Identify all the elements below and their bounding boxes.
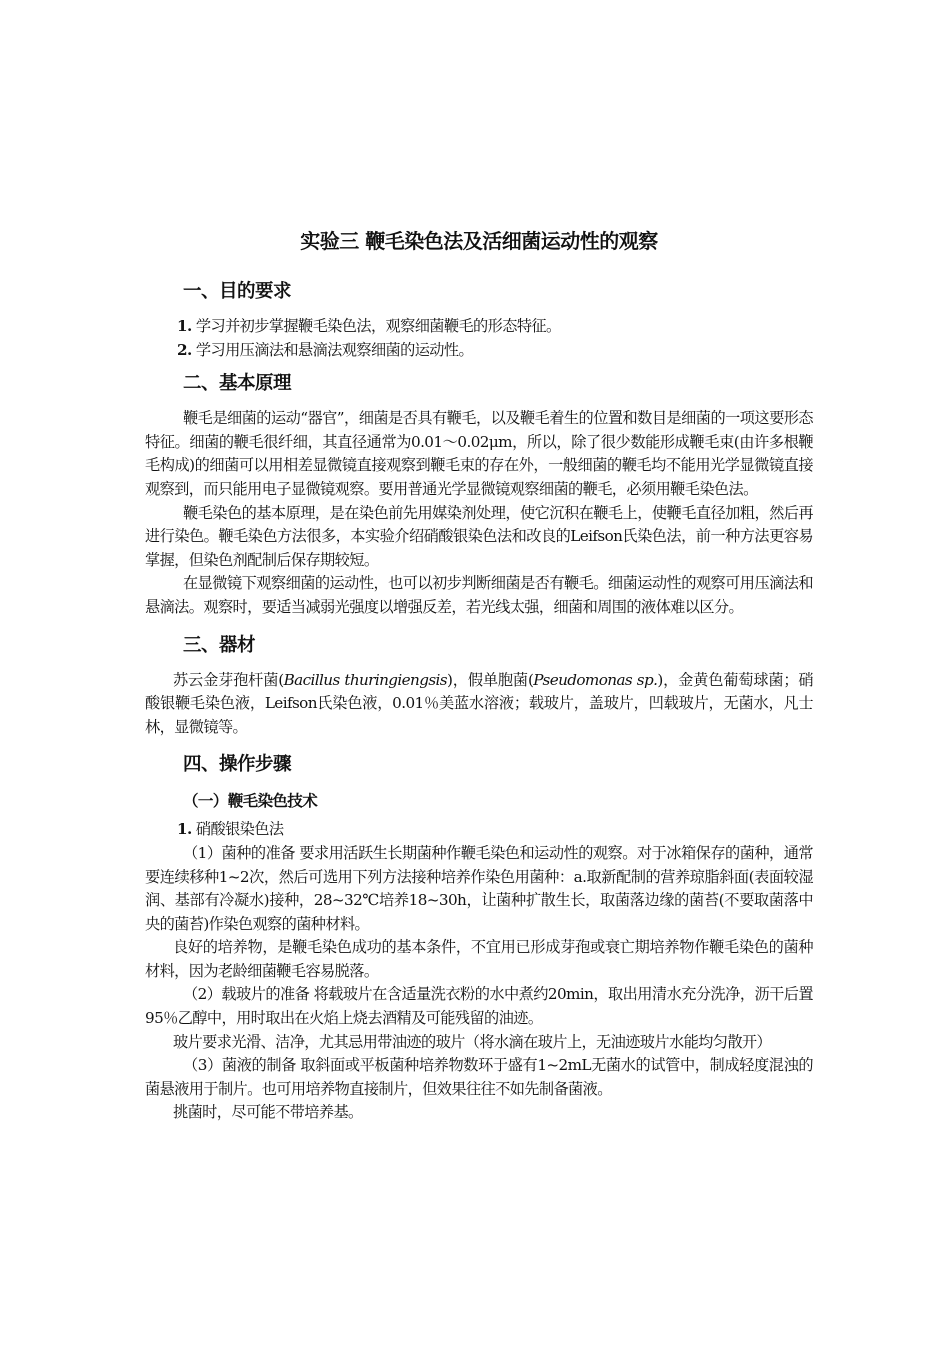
- materials-text: )，金黄色葡萄球菌；硝酸银鞭毛染色液，Leifson氏染色液，0.01％美蓝水溶液；载玻片，盖玻片，凹载玻片，无菌水，凡士林，显微镜等。: [145, 670, 814, 736]
- objective-item: [177, 315, 813, 339]
- procedure-paragraph: （1）菌种的准备 要求用活跃生长期菌种作鞭毛染色和运动性的观察。对于冰箱保存的菌种，通常要连续移种1~2次，然后可选用下列方法接种培养作染色用菌种：a.取新配制的营养琼脂斜面(表面较湿润、基部有冷凝水)接种，28~32℃培养18~30h，让菌种扩散生长，取菌落边缘的菌苔(不要取菌落中央的菌苔)作染色观察的菌种材料。: [145, 843, 813, 933]
- objective-item: [177, 339, 813, 363]
- item-text: 学习并初步掌握鞭毛染色法，观察细菌鞭毛的形态特征。: [195, 317, 561, 335]
- section-heading-principle: 二、基本原理: [183, 373, 292, 395]
- document-page: [145, 226, 813, 1125]
- materials-paragraph: [145, 669, 813, 740]
- procedure-paragraph: 挑菌时，尽可能不带培养基。: [173, 1103, 363, 1122]
- section-heading-objectives: 一、目的要求: [183, 281, 292, 302]
- item-text: 硝酸银染色法: [195, 820, 284, 839]
- document-title: 实验三 鞭毛染色法及活细菌运动性的观察: [300, 229, 658, 253]
- procedure-paragraph: 良好的培养物，是鞭毛染色成功的基本条件，不宜用已形成芽孢或衰亡期培养物作鞭毛染色的菌种材料，因为老龄细菌鞭毛容易脱落。: [145, 938, 813, 980]
- materials-text: 苏云金芽孢杆菌(: [173, 670, 284, 689]
- principle-paragraph: 鞭毛是细菌的运动“器官”，细菌是否具有鞭毛，以及鞭毛着生的位置和数目是细菌的一项这要形态特征。细菌的鞭毛很纤细，其直径通常为0.01～0.02μm，所以，除了很少数能形成鞭毛束(由许多根鞭毛构成)的细菌可以用相差显微镜直接观察到鞭毛束的存在外，一般细菌的鞭毛均不能用光学显微镜直接观察到，而只能用电子显微镜观察。要用普通光学显微镜观察细菌的鞭毛，必须用鞭毛染色法。: [145, 409, 813, 498]
- principle-paragraph: 在显微镜下观察细菌的运动性，也可以初步判断细菌是否有鞭毛。细菌运动性的观察可用压滴法和悬滴法。观察时，要适当减弱光强度以增强反差，若光线太强，细菌和周围的液体难以区分。: [145, 574, 813, 616]
- item-number: 1.: [177, 820, 192, 839]
- subsection-heading: （一）鞭毛染色技术: [183, 792, 318, 811]
- procedure-paragraph: （2）载玻片的准备 将载玻片在含适量洗衣粉的水中煮约20min，取出用清水充分洗净，沥干后置95％乙醇中，用时取出在火焰上烧去酒精及可能残留的油迹。: [145, 985, 813, 1028]
- item-text: 学习用压滴法和悬滴法观察细菌的运动性。: [195, 340, 474, 359]
- section-heading-materials: 三、器材: [183, 634, 256, 656]
- item-number: 1.: [177, 317, 192, 335]
- principle-paragraph: 鞭毛染色的基本原理，是在染色前先用媒染剂处理，使它沉积在鞭毛上，使鞭毛直径加粗，然后再进行染色。鞭毛染色方法很多，本实验介绍硝酸银染色法和改良的Leifson氏染色法，前一种方法更容易掌握，但染色剂配制后保存期较短。: [145, 503, 813, 569]
- procedure-item: [177, 818, 813, 842]
- procedure-paragraph: （3）菌液的制备 取斜面或平板菌种培养物数环于盛有1~2mL无菌水的试管中，制成轻度混浊的菌悬液用于制片。也可用培养物直接制片，但效果往往不如先制备菌液。: [145, 1056, 813, 1098]
- materials-text: )，假单胞菌(: [447, 670, 534, 689]
- procedure-paragraph: 玻片要求光滑、洁净，尤其忌用带油迹的玻片（将水滴在玻片上，无油迹玻片水能均匀散开）: [173, 1032, 772, 1051]
- scientific-name: Bacillus thuringiengsis: [283, 670, 448, 689]
- scientific-name: Pseudomonas sp.: [533, 670, 658, 689]
- item-number: 2.: [177, 340, 192, 359]
- section-heading-procedure: 四、操作步骤: [183, 754, 292, 776]
